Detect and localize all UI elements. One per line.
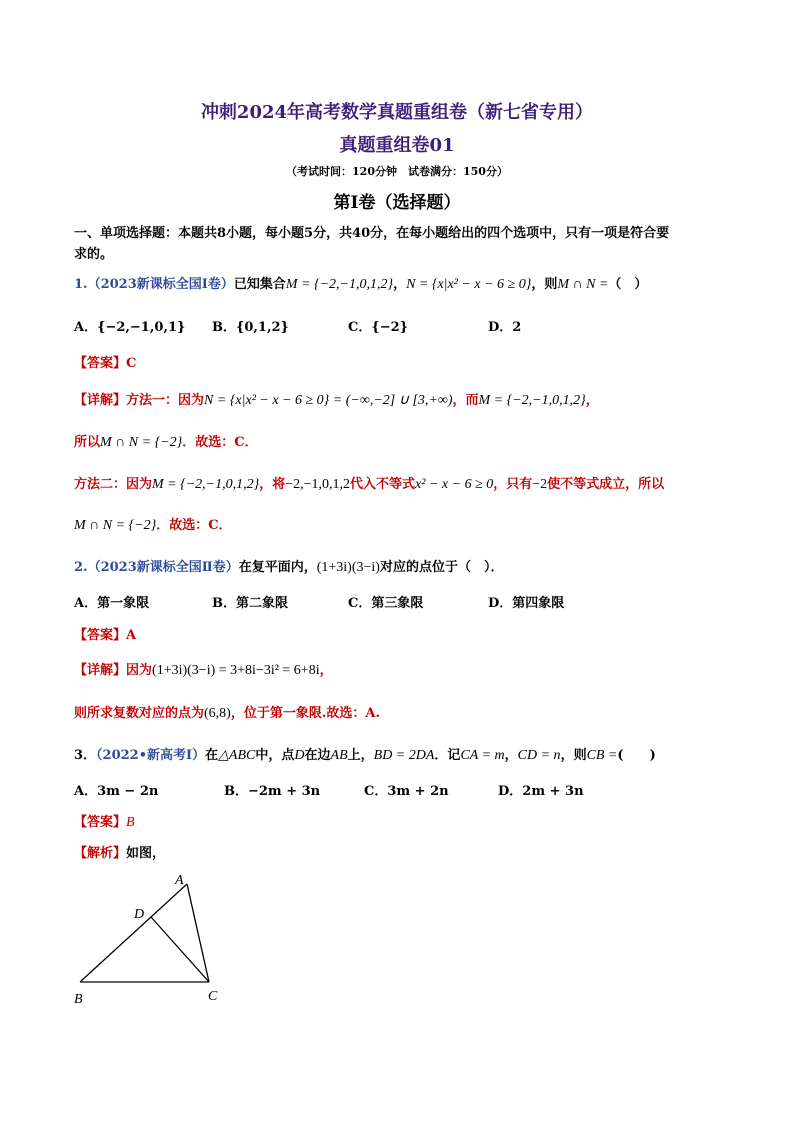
q3-stem-d: 上， (347, 748, 374, 763)
q2-d2c: ，位于第一象限.故选：A. (230, 706, 380, 721)
q1-d3h: −2 (532, 477, 548, 492)
q1-d1e: ， (585, 393, 599, 408)
q1-set-n: N = {x|x² − x − 6 ≥ 0} (406, 277, 532, 292)
q1-d3b: M = {−2,−1,0,1,2} (152, 477, 260, 492)
q1-d3i: 使不等式成立，所以 (547, 477, 665, 492)
segment-cd (151, 917, 209, 982)
q1-d3e: 代入不等式 (350, 477, 416, 492)
q1-d3f: x² − x − 6 ≥ 0 (415, 477, 494, 492)
q1-sep: ， (393, 277, 407, 292)
q2-answer-value: A (126, 628, 137, 643)
q3-option-d[interactable]: D．2m + 3n (498, 784, 584, 799)
side-ac (187, 884, 209, 982)
triangle-figure (60, 862, 240, 1012)
q1-set-m: M = {−2,−1,0,1,2} (285, 277, 394, 292)
q1-d2b: M ∩ N = {−2} (100, 435, 183, 450)
q2-d1a: 因为 (126, 663, 153, 678)
q3-eq: BD = 2DA (373, 748, 435, 763)
q3-stem-c: 在边 (304, 748, 331, 763)
q3-option-c[interactable]: C．3m + 2n (364, 784, 449, 799)
q3-stem-e: ．记 (434, 748, 461, 763)
q3-stem-b: 中，点 (255, 748, 295, 763)
q2-option-a[interactable]: A．第一象限 (74, 596, 150, 611)
q2-d2a: 则所求复数对应的点为 (74, 706, 205, 721)
q1-d3d: −2,−1,0,1,2 (285, 477, 351, 492)
q2-detail-label: 【详解】 (74, 663, 127, 678)
q1-d4b: ．故选：C． (156, 518, 232, 533)
section-heading: 第I卷（选择题） (333, 193, 461, 213)
q2-detail-line2 (74, 702, 380, 722)
q1-detail-label: 【详解】 (74, 393, 127, 408)
q3-analysis (74, 842, 165, 861)
q1-number: 1. (74, 277, 88, 292)
q1-option-d[interactable]: D．2 (488, 320, 522, 335)
q2-answer-label: 【答案】 (74, 628, 127, 643)
q1-stem (74, 273, 647, 293)
q3-cd: CD = n (517, 748, 561, 763)
q2-source: （2023新课标全国Ⅱ卷） (87, 560, 239, 575)
q2-option-b[interactable]: B．第二象限 (212, 596, 288, 611)
label-a: A (175, 873, 184, 888)
q1-d3c: ，将 (259, 477, 286, 492)
q1-stem-text: 已知集合 (233, 277, 286, 292)
q2-expr: (1+3i)(3−i) (316, 560, 380, 575)
q2-d1b: (1+3i)(3−i) = 3+8i−3i² = 6+8i (152, 663, 320, 678)
q1-detail-line4 (74, 514, 232, 534)
q3-source: （2022•新高考Ⅰ） (96, 748, 206, 763)
q1-source: （2023新课标全国Ⅰ卷） (87, 277, 234, 292)
q3-stem-g: ，则 (560, 748, 587, 763)
q1-stem-text2: ，则 (531, 277, 558, 292)
q1-d1b: N = {x|x² − x − 6 ≥ 0} = (−∞,−2] ∪ [3,+∞) (204, 393, 453, 408)
exam-subtitle: 真题重组卷01 (339, 135, 455, 156)
q1-d1a: 方法一：因为 (126, 393, 205, 408)
q3-tri: △ABC (218, 748, 256, 763)
q1-answer-label: 【答案】 (74, 356, 127, 371)
q3-ab: AB (330, 748, 348, 763)
q2-option-c[interactable]: C．第三象限 (348, 596, 424, 611)
q3-answer-label: 【答案】 (74, 815, 127, 830)
q2-stem-text: 在复平面内， (238, 560, 317, 575)
q3-ca: CA = m (460, 748, 505, 763)
q3-stem-f: ， (504, 748, 518, 763)
q1-d1c: ，而 (452, 393, 479, 408)
q1-option-c[interactable]: C．{−2} (348, 320, 409, 335)
q3-analysis-text: 如图， (126, 846, 166, 861)
label-b: B (74, 992, 83, 1007)
q1-detail-line1 (74, 389, 599, 409)
exam-title: 冲刺2024年高考数学真题重组卷（新七省专用） (200, 102, 594, 123)
q3-answer-value: B (126, 815, 135, 830)
label-d: D (134, 907, 145, 922)
q3-number: 3． (74, 748, 97, 763)
q1-expr: M ∩ N = (557, 277, 609, 292)
exam-info: （考试时间：120分钟 试卷满分：150分） (286, 165, 508, 178)
q2-d1c: ， (319, 663, 333, 678)
q2-answer (74, 624, 136, 643)
q2-d2b: (6,8) (204, 706, 231, 721)
q1-d2a: 所以 (74, 435, 101, 450)
q2-detail-line1 (74, 659, 333, 679)
q2-stem-text2: 对应的点位于（ ）． (379, 560, 504, 575)
q1-paren: （ ） (608, 277, 648, 292)
q1-option-a[interactable]: A．{−2,−1,0,1} (74, 320, 186, 335)
label-c: C (208, 989, 218, 1004)
q3-analysis-label: 【解析】 (74, 846, 127, 861)
q3-cb: CB = (586, 748, 618, 763)
q1-d2c: ．故选：C． (182, 435, 258, 450)
q3-stem-a: 在 (205, 748, 219, 763)
q2-stem (74, 556, 503, 576)
q1-option-b[interactable]: B．{0,1,2} (212, 320, 289, 335)
q1-detail-line2 (74, 431, 258, 451)
side-ba (80, 884, 187, 982)
q1-d1d: M = {−2,−1,0,1,2} (478, 393, 586, 408)
q3-pd: D (294, 748, 305, 763)
q1-d4a: M ∩ N = {−2} (74, 518, 157, 533)
q1-detail-line3 (74, 473, 664, 493)
q3-stem (74, 744, 656, 764)
q3-answer (74, 811, 135, 831)
q1-answer (74, 352, 136, 371)
q1-d3a: 方法二：因为 (74, 477, 153, 492)
q2-number: 2. (74, 560, 88, 575)
q3-paren: ( ) (617, 748, 656, 763)
q3-option-b[interactable]: B．−2m + 3n (224, 784, 321, 799)
instructions-line2: 求的。 (74, 247, 114, 262)
q1-d3g: ，只有 (493, 477, 533, 492)
q3-option-a[interactable]: A．3m − 2n (74, 784, 159, 799)
q2-option-d[interactable]: D．第四象限 (488, 596, 565, 611)
q1-answer-value: C (126, 356, 137, 371)
instructions-line1: 一、单项选择题：本题共8小题，每小题5分，共40分，在每小题给出的四个选项中，只有一项是符合要 (74, 226, 670, 241)
